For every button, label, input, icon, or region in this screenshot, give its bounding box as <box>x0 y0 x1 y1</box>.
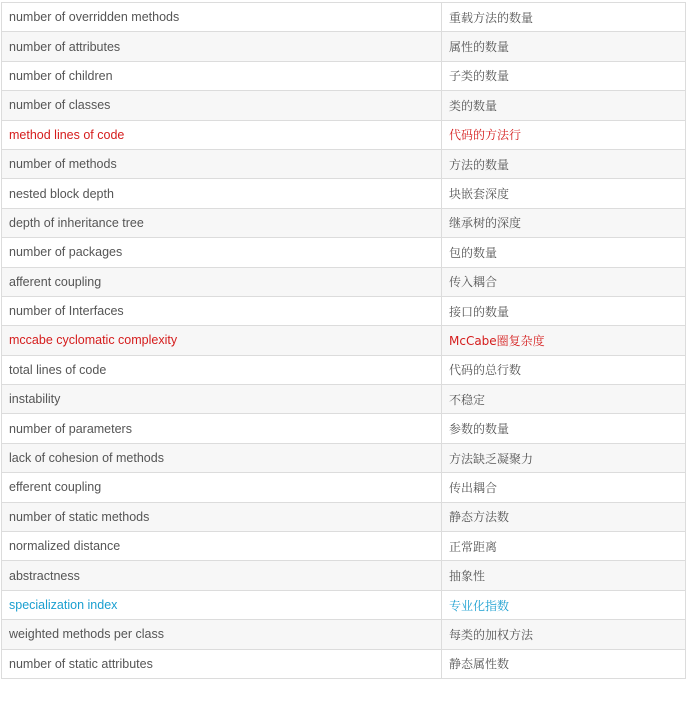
metric-name-cell: number of overridden methods <box>2 3 442 32</box>
metric-translation-cell: 继承树的深度 <box>442 208 686 237</box>
metric-name-cell: number of classes <box>2 91 442 120</box>
metric-name-cell: depth of inheritance tree <box>2 208 442 237</box>
table-row <box>2 179 686 208</box>
metric-translation-cell: 代码的总行数 <box>442 355 686 384</box>
table-row <box>2 32 686 61</box>
metric-name-cell: total lines of code <box>2 355 442 384</box>
metric-translation-cell: 不稳定 <box>442 385 686 414</box>
metric-translation-cell: 正常距离 <box>442 532 686 561</box>
metric-translation-cell: 子类的数量 <box>442 61 686 90</box>
metric-name-cell: abstractness <box>2 561 442 590</box>
table-row <box>2 473 686 502</box>
table-row <box>2 149 686 178</box>
metric-name-cell: afferent coupling <box>2 267 442 296</box>
metric-translation-cell: McCabe圈复杂度 <box>442 326 686 355</box>
metric-translation-cell: 接口的数量 <box>442 296 686 325</box>
metric-translation-cell: 方法缺乏凝聚力 <box>442 443 686 472</box>
metric-name-cell: normalized distance <box>2 532 442 561</box>
metric-translation-cell: 重载方法的数量 <box>442 3 686 32</box>
metric-translation-cell: 方法的数量 <box>442 149 686 178</box>
metric-name-cell: number of packages <box>2 238 442 267</box>
table-row <box>2 296 686 325</box>
table-row <box>2 326 686 355</box>
table-row <box>2 238 686 267</box>
table-row <box>2 91 686 120</box>
metric-name-cell: efferent coupling <box>2 473 442 502</box>
metrics-table <box>1 2 686 679</box>
table-row <box>2 355 686 384</box>
table-row <box>2 120 686 149</box>
metric-name-cell: number of children <box>2 61 442 90</box>
metric-name-cell: number of methods <box>2 149 442 178</box>
metric-translation-cell: 类的数量 <box>442 91 686 120</box>
table-row <box>2 649 686 678</box>
metric-translation-cell: 每类的加权方法 <box>442 620 686 649</box>
table-row <box>2 443 686 472</box>
table-row <box>2 3 686 32</box>
metric-name-cell: method lines of code <box>2 120 442 149</box>
table-row <box>2 561 686 590</box>
metric-translation-cell: 代码的方法行 <box>442 120 686 149</box>
table-row <box>2 414 686 443</box>
metric-translation-cell: 传出耦合 <box>442 473 686 502</box>
table-row <box>2 502 686 531</box>
table-row <box>2 532 686 561</box>
metric-translation-cell: 专业化指数 <box>442 590 686 619</box>
table-row <box>2 61 686 90</box>
table-row <box>2 385 686 414</box>
metric-translation-cell: 块嵌套深度 <box>442 179 686 208</box>
metric-name-cell: specialization index <box>2 590 442 619</box>
metrics-table-body <box>2 3 686 679</box>
metric-name-cell: number of parameters <box>2 414 442 443</box>
metric-translation-cell: 静态方法数 <box>442 502 686 531</box>
table-row <box>2 267 686 296</box>
metric-name-cell: lack of cohesion of methods <box>2 443 442 472</box>
metric-translation-cell: 参数的数量 <box>442 414 686 443</box>
metric-translation-cell: 抽象性 <box>442 561 686 590</box>
metric-name-cell: number of static attributes <box>2 649 442 678</box>
table-row <box>2 208 686 237</box>
metric-name-cell: mccabe cyclomatic complexity <box>2 326 442 355</box>
metric-translation-cell: 传入耦合 <box>442 267 686 296</box>
metric-name-cell: number of Interfaces <box>2 296 442 325</box>
table-row <box>2 620 686 649</box>
metric-name-cell: number of static methods <box>2 502 442 531</box>
metric-name-cell: instability <box>2 385 442 414</box>
metric-translation-cell: 属性的数量 <box>442 32 686 61</box>
metric-translation-cell: 静态属性数 <box>442 649 686 678</box>
metric-name-cell: nested block depth <box>2 179 442 208</box>
metric-name-cell: weighted methods per class <box>2 620 442 649</box>
metric-translation-cell: 包的数量 <box>442 238 686 267</box>
metric-name-cell: number of attributes <box>2 32 442 61</box>
table-row <box>2 590 686 619</box>
